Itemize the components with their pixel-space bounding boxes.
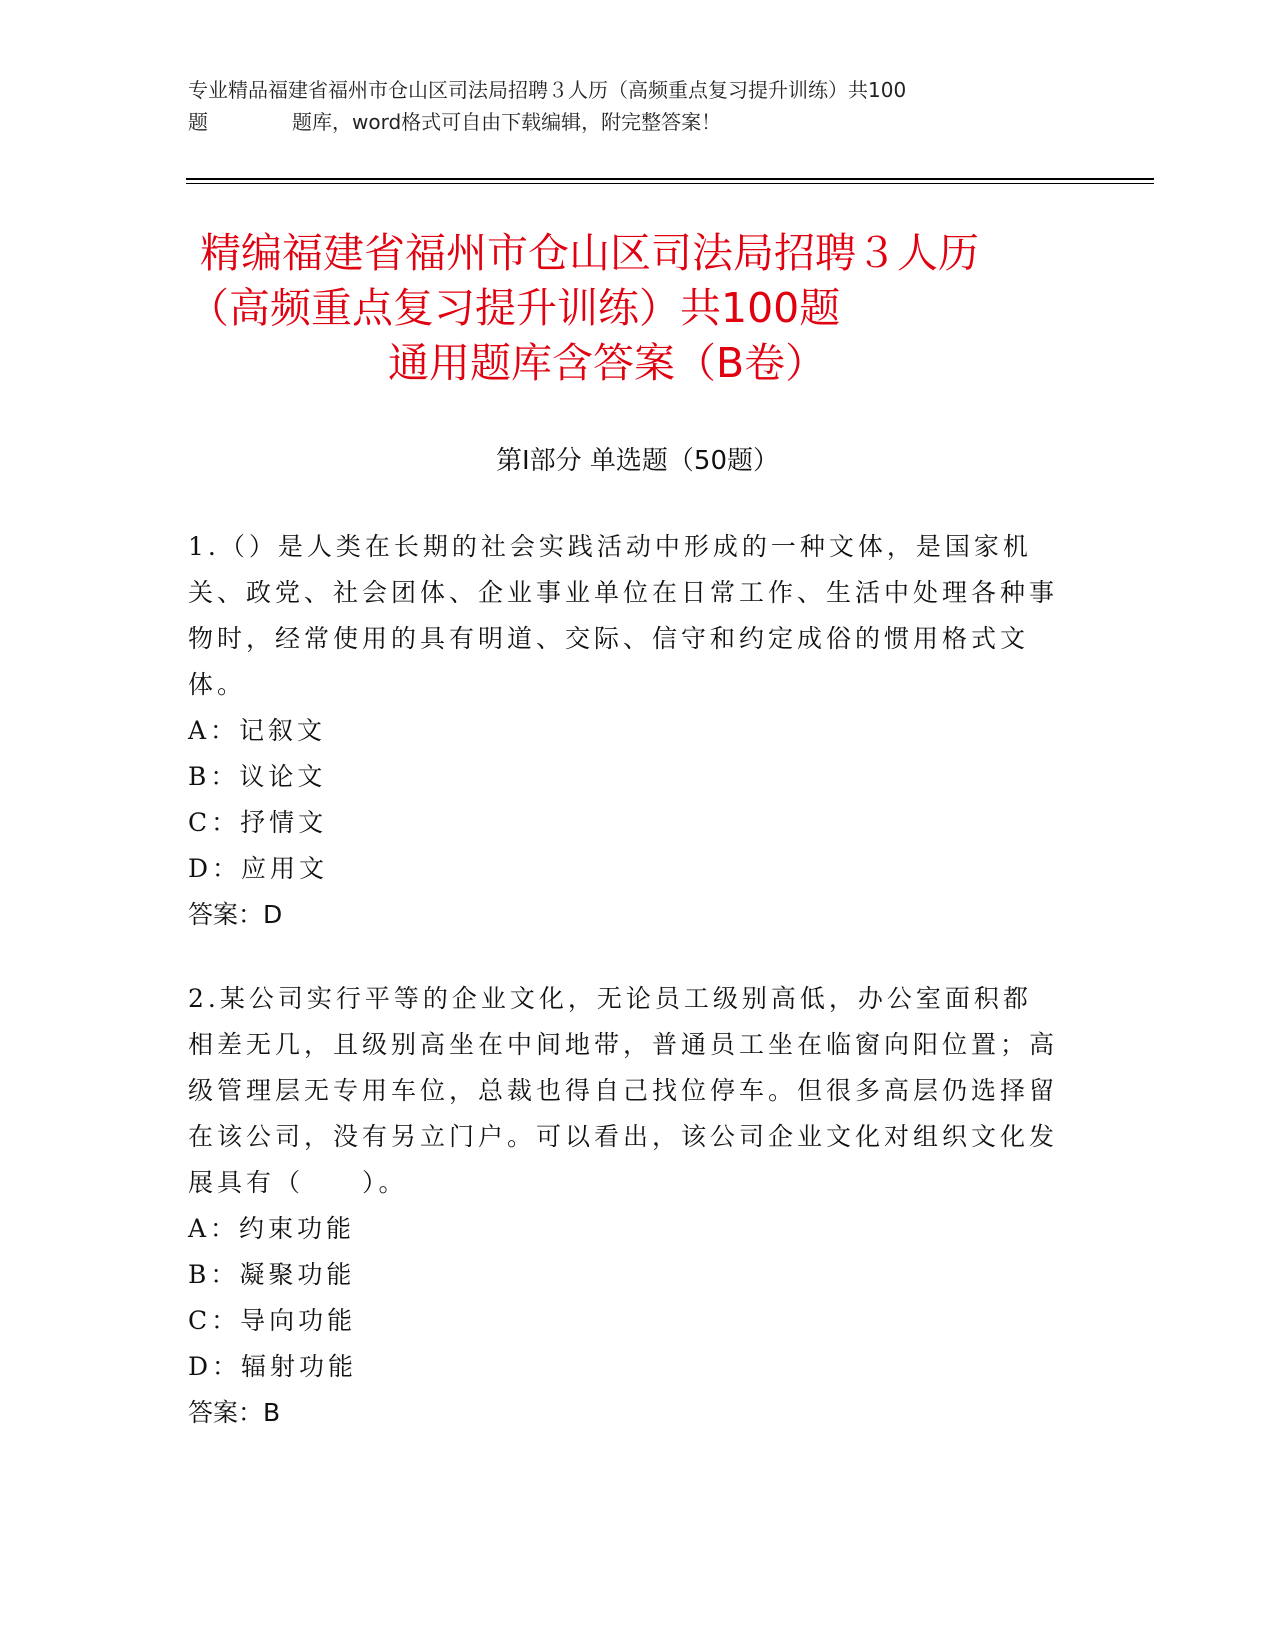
option-a: A：约束功能 <box>188 1214 356 1243</box>
question-list <box>188 524 1058 1474</box>
title-line-2: （高频重点复习提升训练）共100题 <box>188 284 841 332</box>
header-rule-thick <box>186 178 1154 180</box>
answer: 答案：B <box>188 1398 281 1427</box>
section-title: 第Ⅰ部分 单选题（50题） <box>495 446 780 476</box>
title-line-1: 精编福建省福州市仓山区司法局招聘３人历 <box>200 229 979 277</box>
question-text: 2.某公司实行平等的企业文化，无论员工级别高低，办公室面积都相差无几，且级别高坐在中间地带，普通员工坐在临窗向阳位置；高级管理层无专用车位，总裁也得自己找位停车。但很多高层仍选择留在该公司，没有另立门户。可以看出，该公司企业文化对组织文化发展具有（ ）。 <box>188 984 1059 1197</box>
option-b: B：凝聚功能 <box>188 1260 356 1289</box>
question-text: 1.（）是人类在长期的社会实践活动中形成的一种文体，是国家机关、政党、社会团体、企业事业单位在日常工作、生活中处理各种事物时，经常使用的具有明道、交际、信守和约定成俗的惯用格式文体。 <box>188 532 1059 699</box>
document-header <box>188 74 1088 138</box>
option-c: C：抒情文 <box>188 808 328 837</box>
option-d: D：应用文 <box>188 854 329 883</box>
header-line-2 <box>188 106 1088 138</box>
header-rule-thin <box>186 183 1154 184</box>
option-d: D：辐射功能 <box>188 1352 358 1381</box>
question-1 <box>188 524 1058 938</box>
header-line-2-left: 题 <box>188 110 208 134</box>
option-c: C：导向功能 <box>188 1306 357 1335</box>
title-line-3: 通用题库含答案（B卷） <box>388 339 827 387</box>
question-2 <box>188 976 1058 1436</box>
header-line-2-right: 题库，word格式可自由下载编辑，附完整答案！ <box>292 110 722 134</box>
answer: 答案：D <box>188 900 283 929</box>
document-title <box>188 226 1088 391</box>
option-b: B：议论文 <box>188 762 327 791</box>
option-a: A：记叙文 <box>188 716 327 745</box>
header-line-1: 专业精品福建省福州市仓山区司法局招聘３人历（高频重点复习提升训练）共100 <box>188 78 907 102</box>
